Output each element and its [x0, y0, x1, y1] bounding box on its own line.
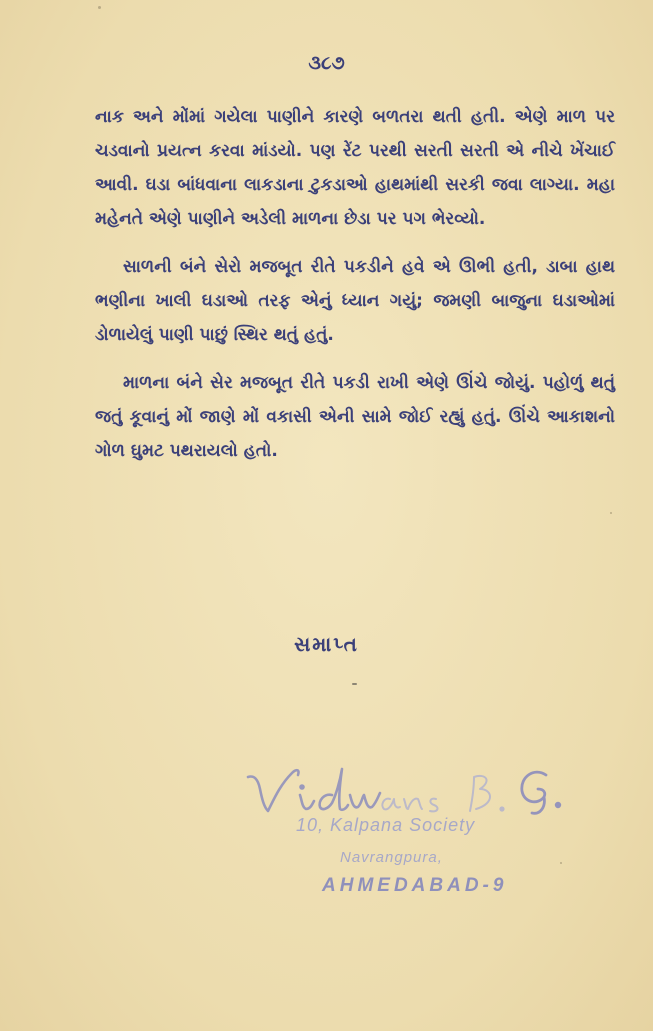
paper-speck — [610, 512, 612, 514]
end-mark: સમાપ્ત — [294, 632, 359, 656]
paragraph-1: નાક અને મોંમાં ગયેલા પાણીને કારણે બળતરા થતી હતી. એણે માળ પર ચડવાનો પ્રયત્ન કરવા માંડયો. પણ રેંટ પરથી સરતી સરતી એ નીચે ખેંચાઈ આવી. ઘડા બાંધવાના લાકડાના ટુકડાઓ હાથમાંથી સરકી જવા લાગ્યા. મહા મહેનતે એણે પાણીને અડેલી માળના છેડા પર પગ ભેરવ્યો. — [95, 107, 615, 229]
paper-speck — [560, 862, 562, 864]
paragraph-2: સાળની બંને સેરો મજબૂત રીતે પકડીને હવે એ ઊભી હતી, ડાબા હાથ ભણીના ખાલી ઘડાઓ તરફ એનું ધ્યાન ગયું; જમણી બાજુના ઘડાઓમાં ડોળાયેલું પાણી પાછું સ્થિર થતું હતું. — [95, 257, 615, 345]
paragraph-3: માળના બંને સેર મજબૂત રીતે પકડી રાખી એણે ઊંચે જોયું. પહોળું થતું જતું કૂવાનું મોં જાણે મોં વકાસી એની સામે જોઈ રહ્યું હતું. ઊંચે આકાશનો ગોળ ઘુમટ પથરાયલો હતો. — [95, 373, 615, 461]
body-text — [95, 100, 615, 482]
stamp-address-line2: Navrangpura, — [340, 849, 443, 866]
page-number: ૩૮૭ — [308, 52, 345, 74]
stamp-city: AHMEDABAD-9 — [322, 875, 508, 896]
paper-speck — [98, 6, 101, 9]
decorative-dot — [352, 683, 357, 685]
stamp-address-line1: 10, Kalpana Society — [296, 815, 476, 835]
owner-stamp — [240, 755, 580, 915]
